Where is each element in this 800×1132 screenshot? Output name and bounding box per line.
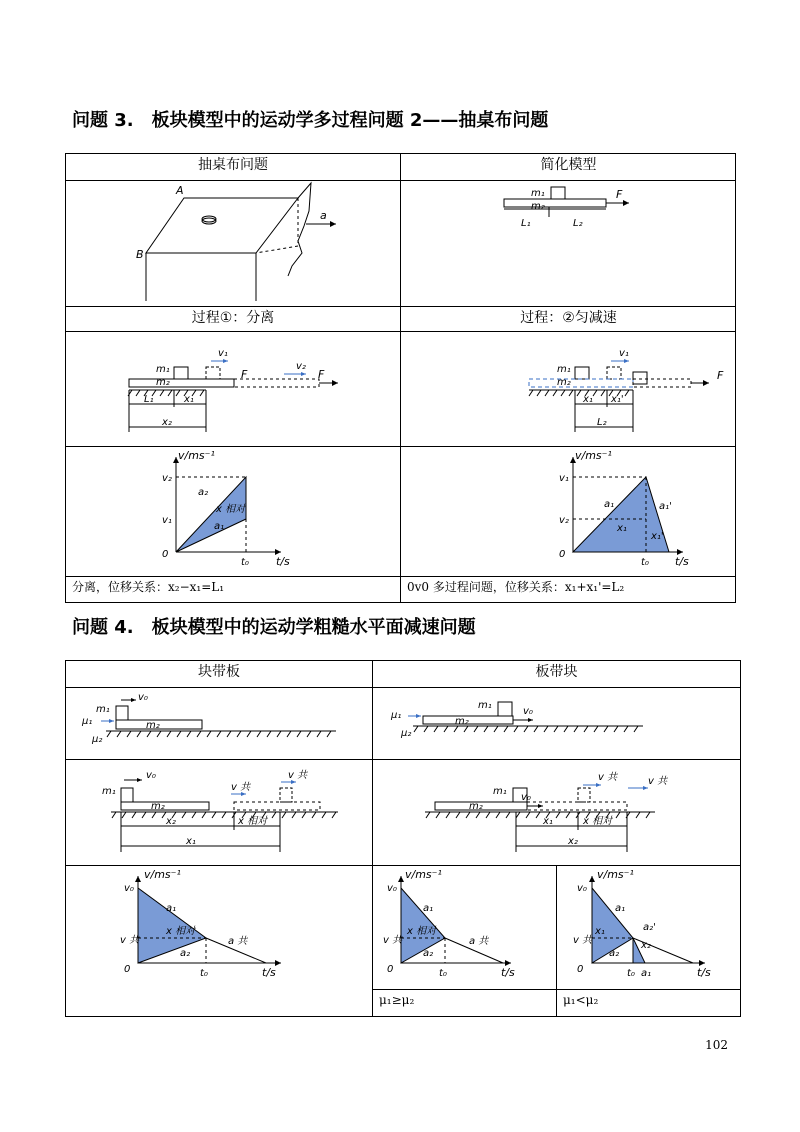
- q4-board-drives-block-displacement: [373, 760, 740, 866]
- label-x2: x₂: [568, 836, 578, 847]
- label-m1: m₁: [493, 786, 507, 797]
- label-a2: a₂: [423, 948, 434, 959]
- label-v0: v₀: [124, 883, 134, 894]
- label-t0: t₀: [200, 968, 208, 979]
- label-m1: m₁: [531, 188, 545, 199]
- q4-vt-graph-cell-1: [66, 866, 373, 1016]
- tablecloth-figure: [66, 181, 401, 307]
- label-m2: m₂: [151, 801, 165, 812]
- q3-note-left: 分离，位移关系：x₂−x₁=L₁: [66, 577, 401, 602]
- label-x2: x₂: [162, 417, 172, 428]
- taxis-label: t/s: [675, 555, 689, 568]
- label-t0: t₀: [627, 968, 635, 979]
- q3-note-right: 0v0 多过程问题，位移关系：x₁+x₁'=L₂: [407, 580, 625, 594]
- label-m2: m₂: [469, 801, 483, 812]
- label-B: B: [136, 248, 144, 261]
- q4-table: [65, 660, 741, 1017]
- label-v0: v₀: [387, 883, 397, 894]
- label-v0: v₀: [146, 770, 156, 781]
- q4-note-right: μ₁<μ₂: [563, 993, 599, 1007]
- q4-vt-graph-cell-2: [373, 866, 557, 990]
- label-x1: x₁: [583, 394, 593, 405]
- origin-label: 0: [387, 964, 394, 975]
- page-number: 102: [705, 1038, 728, 1052]
- label-F: F: [616, 188, 623, 201]
- vaxis-label: v/ms⁻¹: [575, 449, 612, 462]
- q3-header-col2: 简化模型: [401, 154, 736, 181]
- label-L1: L₁: [521, 218, 531, 229]
- label-vgong: v 共: [120, 935, 140, 946]
- q3-table: [65, 153, 736, 603]
- origin-label: 0: [124, 964, 131, 975]
- label-m2: m₂: [455, 716, 469, 727]
- label-mu1: μ₁: [82, 716, 93, 727]
- vaxis-label: v/ms⁻¹: [144, 868, 181, 881]
- label-x1: x₁: [595, 926, 605, 937]
- separation-diagram: [66, 332, 401, 447]
- label-mu2: μ₂: [401, 728, 412, 739]
- label-a2: a₂: [198, 487, 209, 498]
- vt-graph-block-drives-board: [66, 866, 373, 1016]
- label-a2: a₂: [609, 948, 620, 959]
- q3-process1-header: 过程①：分离: [66, 307, 401, 332]
- label-m2: m₂: [146, 720, 160, 731]
- label-m1: m₁: [102, 786, 116, 797]
- label-xrel: x 相对: [407, 926, 437, 937]
- label-m1: m₁: [478, 700, 492, 711]
- taxis-label: t/s: [501, 966, 515, 979]
- label-L2: L₂: [573, 218, 583, 229]
- label-v0: v₀: [138, 692, 148, 703]
- label-v1: v₁: [619, 348, 629, 359]
- simplified-model-figure: [401, 181, 736, 307]
- label-x2: x₂: [641, 940, 651, 951]
- label-x1: x₁: [186, 836, 196, 847]
- label-F2: F: [318, 368, 325, 381]
- vaxis-label: v/ms⁻¹: [405, 868, 442, 881]
- label-t0: t₀: [439, 968, 447, 979]
- taxis-label: t/s: [276, 555, 290, 568]
- label-a1-axis: a₁: [641, 968, 652, 979]
- q3-tablecloth-figure-cell: [66, 181, 401, 307]
- label-xrel: x 相对: [583, 816, 613, 827]
- taxis-label: t/s: [262, 966, 276, 979]
- q3-simplified-figure-cell: [401, 181, 736, 307]
- label-t0: t₀: [641, 557, 649, 568]
- label-x1: x₁: [543, 816, 553, 827]
- label-v0: v₀: [523, 706, 533, 717]
- vt-graph-board-drives-block-case1: [373, 866, 557, 990]
- q4-board-drives-block-initial: [373, 688, 740, 760]
- label-L2: L₂: [597, 417, 607, 428]
- label-m1: m₁: [557, 364, 571, 375]
- label-x1: x₁: [617, 523, 627, 534]
- label-a1: a₁: [615, 903, 626, 914]
- vaxis-label: v/ms⁻¹: [178, 449, 215, 462]
- q4-vt-graph-cell-3: [557, 866, 740, 990]
- taxis-label: t/s: [697, 966, 711, 979]
- q3-title: 问题 3. 板块模型中的运动学多过程问题 2——抽桌布问题: [72, 110, 549, 131]
- origin-label: 0: [559, 549, 566, 560]
- label-v1: v₁: [218, 348, 228, 359]
- deceleration-diagram: [401, 332, 736, 447]
- label-v1: v₁: [559, 473, 569, 484]
- label-mu2: μ₂: [92, 734, 103, 745]
- q3-vt-graph-cell-left: [66, 447, 401, 577]
- origin-label: 0: [577, 964, 584, 975]
- label-m1: m₁: [156, 364, 170, 375]
- label-a1: a₁: [166, 903, 177, 914]
- label-a: a: [320, 209, 327, 222]
- label-A: A: [176, 184, 184, 197]
- label-vgong2: v 共: [648, 776, 668, 787]
- q4-title: 问题 4. 板块模型中的运动学粗糙水平面减速问题: [72, 617, 476, 638]
- label-a1: a₁: [214, 521, 225, 532]
- q4-header-col1: 块带板: [66, 661, 373, 688]
- label-L1: L₁: [144, 394, 154, 405]
- label-v2: v₂: [162, 473, 172, 484]
- q3-header-col1: 抽桌布问题: [66, 154, 401, 181]
- vt-graph-deceleration: [401, 447, 736, 577]
- label-x1: x₁: [184, 394, 194, 405]
- label-agong: a 共: [469, 936, 489, 947]
- label-vgong: v 共: [598, 772, 618, 783]
- label-F: F: [241, 368, 248, 381]
- vt-graph-separation: [66, 447, 401, 577]
- origin-label: 0: [162, 549, 169, 560]
- label-a1: a₁: [423, 903, 434, 914]
- label-v0: v₀: [521, 792, 531, 803]
- label-v2: v₂: [296, 361, 306, 372]
- label-xrel: x 相对: [166, 926, 196, 937]
- label-m1: m₁: [96, 704, 110, 715]
- q4-header-col2: 板带块: [373, 661, 740, 688]
- label-x1p: x₁': [651, 531, 664, 542]
- label-v1: v₁: [162, 515, 172, 526]
- q3-process2-header: 过程：②匀减速: [401, 307, 736, 332]
- q3-separation-diagram-cell: [66, 332, 401, 447]
- label-a2p: a₂': [643, 922, 656, 933]
- label-agong: a 共: [228, 936, 248, 947]
- label-vgong: v 共: [573, 935, 593, 946]
- label-vgong: v 共: [383, 935, 403, 946]
- q4-block-drives-board-displacement: [66, 760, 373, 866]
- label-a2: a₂: [180, 948, 191, 959]
- label-xrel: x 相对: [216, 504, 246, 515]
- label-xrel: x 相对: [238, 816, 268, 827]
- q4-block-drives-board-initial: [66, 688, 373, 760]
- label-v0: v₀: [577, 883, 587, 894]
- block-drives-board-displacement-figure: [66, 760, 373, 866]
- label-mu1: μ₁: [391, 710, 402, 721]
- q3-vt-graph-cell-right: [401, 447, 736, 577]
- q4-note-mid: μ₁≥μ₂: [373, 990, 557, 1016]
- label-x1p: x₁': [611, 394, 624, 405]
- board-drives-block-displacement-figure: [373, 760, 740, 866]
- label-vgong2: v 共: [288, 770, 308, 781]
- label-m2: m₂: [156, 377, 170, 388]
- label-F: F: [717, 369, 724, 382]
- label-a1p: a₁': [659, 501, 672, 512]
- label-t0: t₀: [241, 557, 249, 568]
- block-drives-board-initial-figure: [66, 688, 373, 760]
- vt-graph-board-drives-block-case2: [557, 866, 740, 990]
- vaxis-label: v/ms⁻¹: [597, 868, 634, 881]
- label-v2: v₂: [559, 515, 569, 526]
- label-vgong: v 共: [231, 782, 251, 793]
- label-a1: a₁: [604, 499, 615, 510]
- q3-deceleration-diagram-cell: [401, 332, 736, 447]
- board-drives-block-initial-figure: [373, 688, 740, 760]
- label-m2: m₂: [531, 201, 545, 212]
- label-m2: m₂: [557, 377, 571, 388]
- label-x2: x₂: [166, 816, 176, 827]
